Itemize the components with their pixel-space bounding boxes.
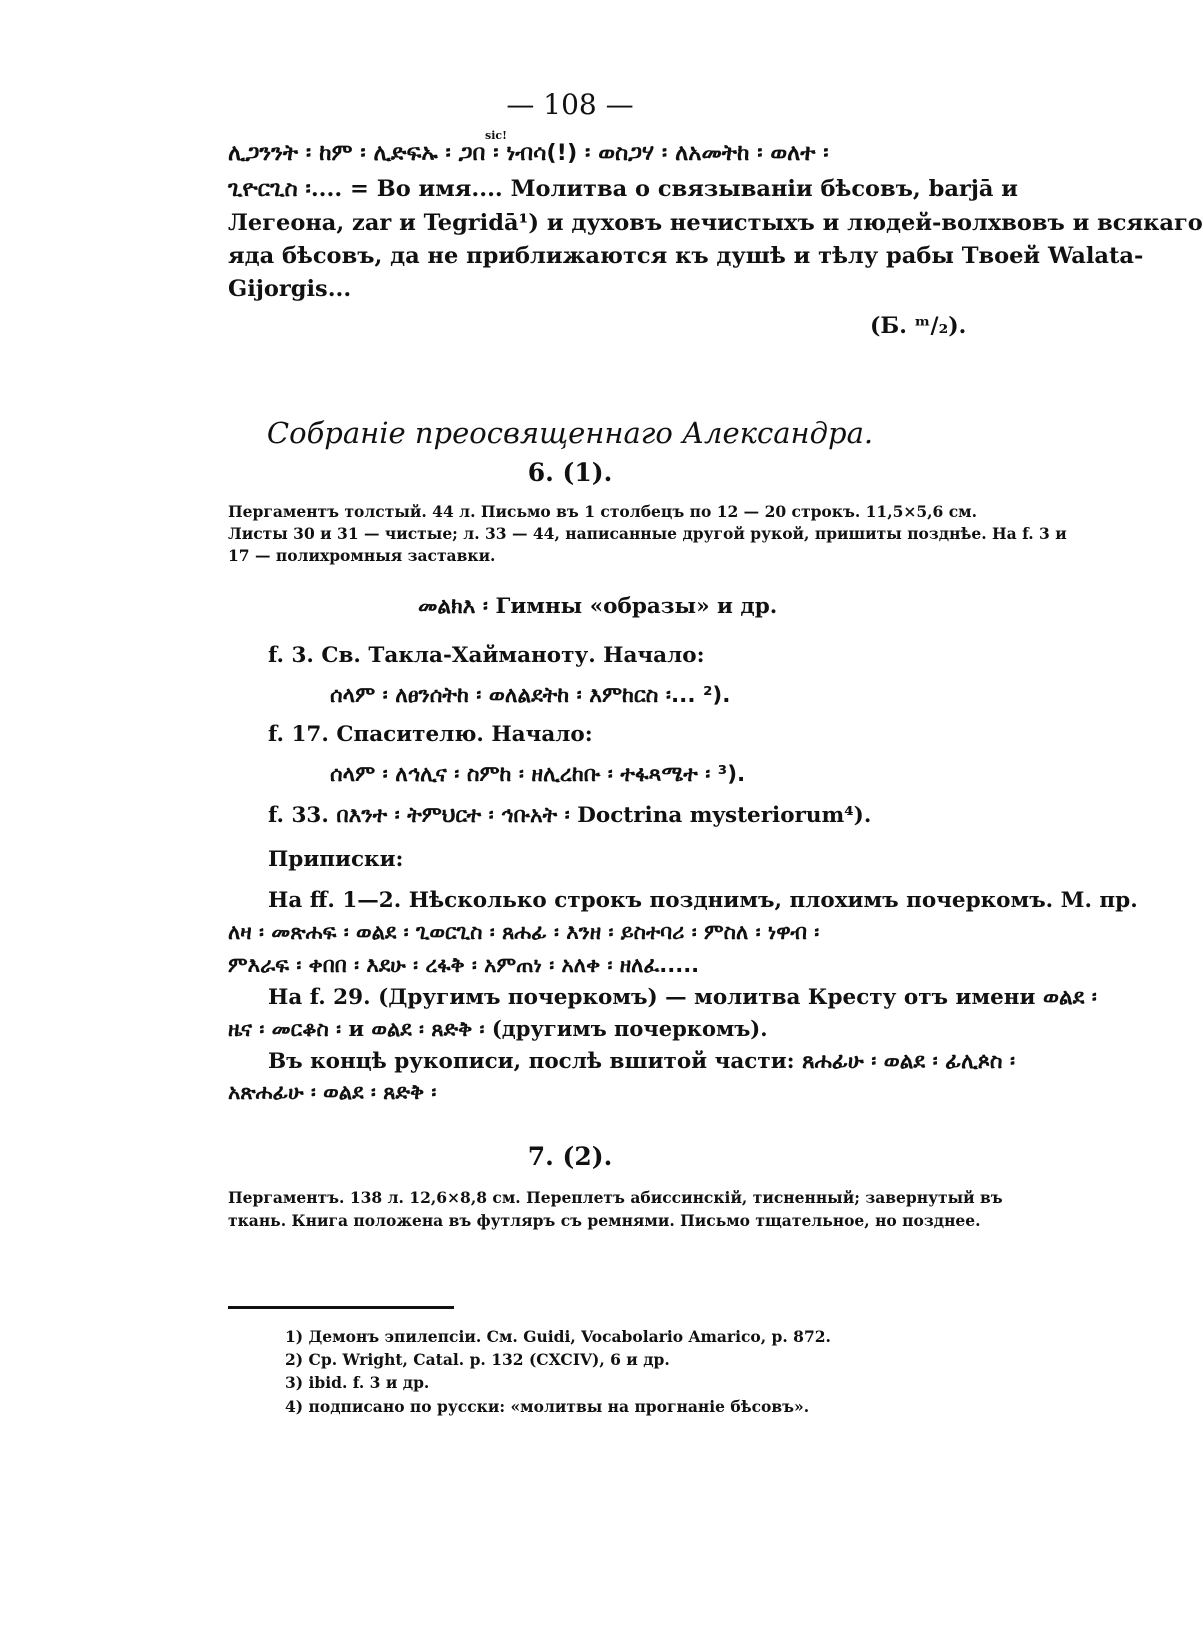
top-entry-line-1: ሊጋንንት ፡ ከም ፡ ሊድፍኡ ፡ ጋበ ፡ ነብሳ(!) ፡ ወስጋሃ ፡ ለአመትከ ፡ ወለተ ፡	[228, 140, 829, 166]
footnote-4: 4) подписано по русски: «молитвы на прогнаніе бѣсовъ».	[285, 1397, 810, 1416]
note-2-line-2: ዜና ፡ መርቆስ ፡ и ወልደ ፡ ጸድቅ ፡ (другимъ почеркомъ).	[228, 1016, 768, 1041]
note-3-line-2: አጽሐፊሁ ፡ ወልደ ፡ ጸድቅ ፡	[228, 1080, 437, 1104]
manuscript-6-title: መልክእ ፡ Гимны «образы» и др.	[418, 594, 778, 619]
manuscript-7-desc-2: ткань. Книга положена въ футляръ съ ремнями. Письмо тщательное, но позднее.	[228, 1211, 981, 1230]
footnote-2: 2) Ср. Wright, Catal. p. 132 (CXCIV), 6 и др.	[285, 1350, 670, 1369]
f33-entry: f. 33. በእንተ ፡ ትምህርተ ፡ ኅቡአት ፡ Doctrina mysteriorum⁴).	[268, 803, 872, 828]
footnote-1: 1) Демонъ эпилепсіи. См. Guidi, Vocabolario Amarico, p. 872.	[285, 1327, 831, 1346]
manuscript-7-number: 7. (2).	[527, 1142, 613, 1171]
page-number: — 108 —	[506, 88, 634, 121]
notes-label: Приписки:	[268, 847, 404, 872]
note-1-line-1: На ff. 1—2. Нѣсколько строкъ позднимъ, плохимъ почеркомъ. М. пр.	[268, 888, 1138, 913]
manuscript-6-desc-2: Листы 30 и 31 — чистые; л. 33 — 44, написанные другой рукой, пришиты позднѣе. На f. 3 и	[228, 524, 1067, 543]
sic-mark: sic!	[485, 129, 507, 142]
f3-incipit: ሰላም ፡ ለፀንሰትከ ፡ ወለልደትከ ፡ እምከርስ ፡... ²).	[330, 683, 731, 708]
top-entry-line-4: яда бѣсовъ, да не приближаются къ душѣ и тѣлу рабы Твоей Walata-	[228, 243, 1144, 269]
source-reference: (Б. ᵐ/₂).	[870, 313, 967, 339]
manuscript-6-desc-1: Пергаментъ толстый. 44 л. Письмо въ 1 столбецъ по 12 — 20 строкъ. 11,5×5,6 см.	[228, 502, 978, 521]
note-1-line-3: ምእራፍ ፡ ቀበበ ፡ እደሁ ፡ ረፋቅ ፡ አምጠነ ፡ አለቀ ፡ ዘለፈ.....	[228, 953, 700, 977]
manuscript-6-desc-3: 17 — полихромныя заставки.	[228, 546, 496, 565]
f17-incipit: ሰላም ፡ ለኅሊና ፡ ስምከ ፡ ዘሊረከቡ ፡ ተፋጻሜተ ፡ ³).	[330, 762, 746, 787]
footnote-rule	[228, 1306, 454, 1309]
f3-label: f. 3. Св. Такла-Хайманоту. Начало:	[268, 643, 705, 668]
top-entry-line-2: ጊዮርጊስ ፡.... = Во имя.... Молитва о связываніи бѣсовъ, barjā и	[228, 176, 1018, 202]
top-entry-line-3: Легеона, zar и Tegridā¹) и духовъ нечистыхъ и людей-волхвовъ и всякаго	[228, 210, 1203, 236]
note-3-line-1: Въ концѣ рукописи, послѣ вшитой части: ጸሐፊሁ ፡ ወልደ ፡ ፊሊጶስ ፡	[268, 1049, 1016, 1074]
top-entry-line-5: Gijorgis...	[228, 276, 352, 302]
manuscript-6-number: 6. (1).	[527, 458, 613, 487]
manuscript-7-desc-1: Пергаментъ. 138 л. 12,6×8,8 см. Переплетъ абиссинскій, тисненный; завернутый въ	[228, 1188, 1003, 1207]
footnote-3: 3) ibid. f. 3 и др.	[285, 1373, 430, 1392]
note-2-line-1: На f. 29. (Другимъ почеркомъ) — молитва Кресту отъ имени ወልደ ፡	[268, 985, 1097, 1010]
collection-heading: Собраніе преосвященнаго Александра.	[266, 416, 874, 450]
note-1-line-2: ለዛ ፡ መጽሐፍ ፡ ወልደ ፡ ጊወርጊስ ፡ ጸሐፊ ፡ እንዘ ፡ ይስተባሪ ፡ ምስለ ፡ ነዋብ ፡	[228, 920, 820, 944]
f17-label: f. 17. Спасителю. Начало:	[268, 722, 593, 747]
